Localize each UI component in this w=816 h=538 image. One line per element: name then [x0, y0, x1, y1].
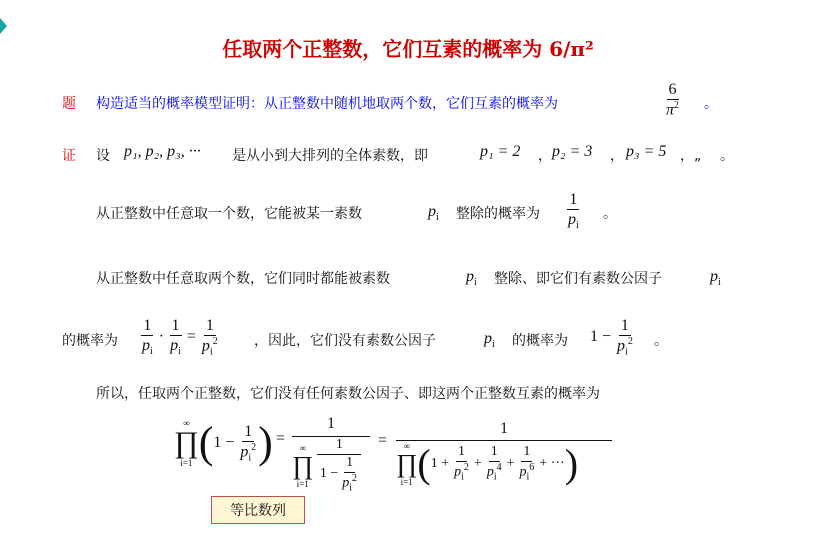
line5-pi: $p_i$ — [484, 330, 495, 351]
line4-text: 从正整数中任意取两个数，它们同时都能被素数 — [96, 271, 390, 287]
sep-1: ， — [538, 148, 552, 164]
line5-product: $\frac{1}{p_i}$ · $\frac{1}{p_i}$ = $\frac{1}{p_i^2}$ — [142, 317, 218, 358]
line5-end: 。 — [654, 333, 668, 349]
problem-frac-exp: 2 — [674, 100, 680, 112]
problem-fraction — [664, 80, 681, 120]
prime-dots: ，„ — [680, 148, 702, 164]
line4-text2: 整除、即它们有素数公因子 — [494, 271, 662, 287]
line5-complement: 1 − $\frac{1}{p_i^2}$ — [590, 317, 633, 358]
line6-text: 所以，任取两个正整数，它们没有任何素数公因子、即这两个正整数互素的概率为 — [96, 386, 600, 402]
proof-end: 。 — [720, 148, 734, 164]
equals-1: = — [276, 430, 286, 447]
fraction-3: 1 ∞ ∏ i=1 ( 1 + $\frac{1}{p_i^2}$ + $\frac{1}{p_i^4}$ + $\frac{1}{p_i^6}$ + ··· ) — [396, 418, 612, 487]
problem-text: 构造适当的概率模型证明：从正整数中随机地取两个数，它们互素的概率为 — [96, 96, 558, 112]
prime-p1: p₁ = 2 — [480, 143, 521, 160]
line5-text: ，因此，它们没有素数公因子 — [254, 333, 436, 349]
equals-2: = — [378, 432, 388, 449]
prime-p3: p₃ = 5 — [626, 143, 667, 160]
proof-lead: 设 — [96, 148, 110, 164]
line5-prefix: 的概率为 — [62, 333, 118, 349]
line3-end: 。 — [603, 206, 617, 222]
page-title: 任取两个正整数，它们互素的概率为 6/π² — [222, 37, 594, 61]
prime-p2: p₂ = 3 — [552, 143, 593, 160]
problem-end: 。 — [704, 96, 718, 112]
problem-frac-num: 6 — [667, 80, 679, 100]
line3-text2: 整除的概率为 — [456, 206, 540, 222]
sep-2: ， — [610, 148, 624, 164]
line3-text: 从正整数中任意取一个数，它能被某一素数 — [96, 206, 362, 222]
line3-pi: $p_i$ — [428, 203, 439, 224]
fraction-2: 1 ∞ ∏ i=1 1 1 − $\frac{1}{p_i^2}$ — [292, 412, 370, 494]
primes-list: p₁, p₂, p₃, ··· — [124, 143, 201, 160]
problem-frac-den: π — [666, 101, 675, 119]
line3-fraction: $\frac{1}{p_i}$ — [568, 191, 579, 232]
line4-pi: $p_i$ — [466, 268, 477, 289]
geometric-series-badge: 等比数列 — [211, 496, 305, 524]
product-1: ∞ ∏ i=1 ( 1 − $\frac{1}{p_i^2}$ ) — [174, 418, 273, 468]
problem-label: 题 — [62, 96, 76, 112]
corner-arrow-icon — [0, 18, 7, 34]
line4-pi2: $p_i$ — [710, 268, 721, 289]
line5-text2: 的概率为 — [512, 333, 568, 349]
proof-label: 证 — [62, 148, 76, 164]
proof-desc: 是从小到大排列的全体素数，即 — [232, 148, 428, 164]
